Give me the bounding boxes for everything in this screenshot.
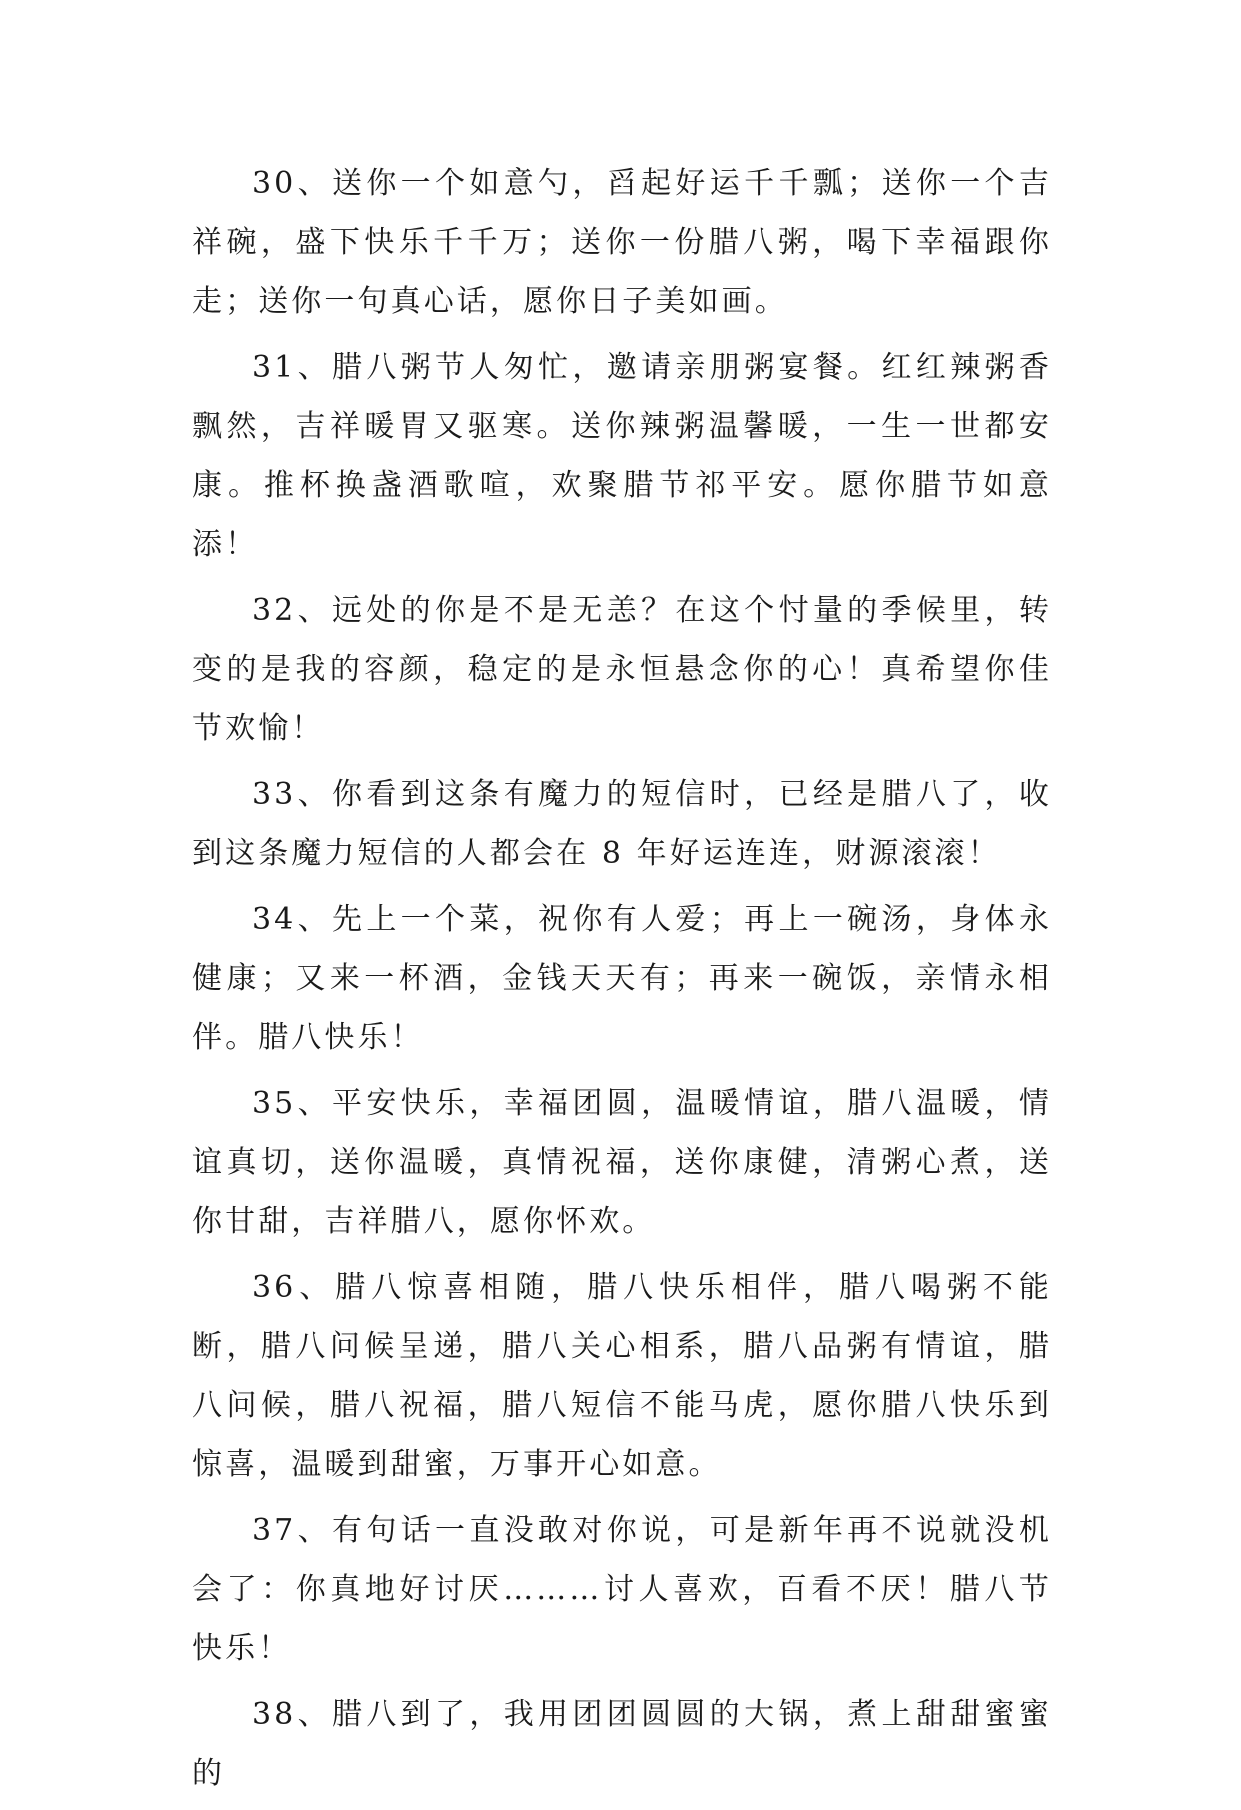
paragraph-38: 38、腊八到了，我用团团圆圆的大锅，煮上甜甜蜜蜜的 xyxy=(192,1697,1052,1791)
paragraph-35: 35、平安快乐，幸福团圆，温暖情谊，腊八温暖，情谊真切，送你温暖，真情祝福，送你康健，清粥心煮，送你甘甜，吉祥腊八，愿你怀欢。 xyxy=(192,1086,1052,1239)
paragraph-31: 31、腊八粥节人匆忙，邀请亲朋粥宴餐。红红辣粥香飘然，吉祥暖胃又驱寒。送你辣粥温馨暖，一生一世都安康。推杯换盏酒歌喧，欢聚腊节祁平安。愿你腊节如意添！ xyxy=(192,350,1052,562)
paragraph-37: 37、有句话一直没敢对你说，可是新年再不说就没机会了：你真地好讨厌………讨人喜欢，百看不厌！腊八节快乐！ xyxy=(192,1513,1052,1666)
paragraph-32: 32、远处的你是不是无恙？在这个忖量的季候里，转变的是我的容颜，稳定的是永恒悬念你的心！真希望你佳节欢愉！ xyxy=(192,593,1052,746)
paragraph-33: 33、你看到这条有魔力的短信时，已经是腊八了，收到这条魔力短信的人都会在 8 年好运连连，财源滚滚！ xyxy=(192,777,1052,871)
paragraph-36: 36、腊八惊喜相随，腊八快乐相伴，腊八喝粥不能断，腊八问候呈递，腊八关心相系，腊八品粥有情谊，腊八问候，腊八祝福，腊八短信不能马虎，愿你腊八快乐到惊喜，温暖到甜蜜，万事开心如意。 xyxy=(192,1270,1052,1482)
paragraph-30: 30、送你一个如意勺，舀起好运千千瓢；送你一个吉祥碗，盛下快乐千千万；送你一份腊八粥，喝下幸福跟你走；送你一句真心话，愿你日子美如画。 xyxy=(192,166,1052,319)
document-body xyxy=(192,154,1052,1810)
paragraph-34: 34、先上一个菜，祝你有人爱；再上一碗汤，身体永健康；又来一杯酒，金钱天天有；再来一碗饭，亲情永相伴。腊八快乐！ xyxy=(192,902,1052,1055)
